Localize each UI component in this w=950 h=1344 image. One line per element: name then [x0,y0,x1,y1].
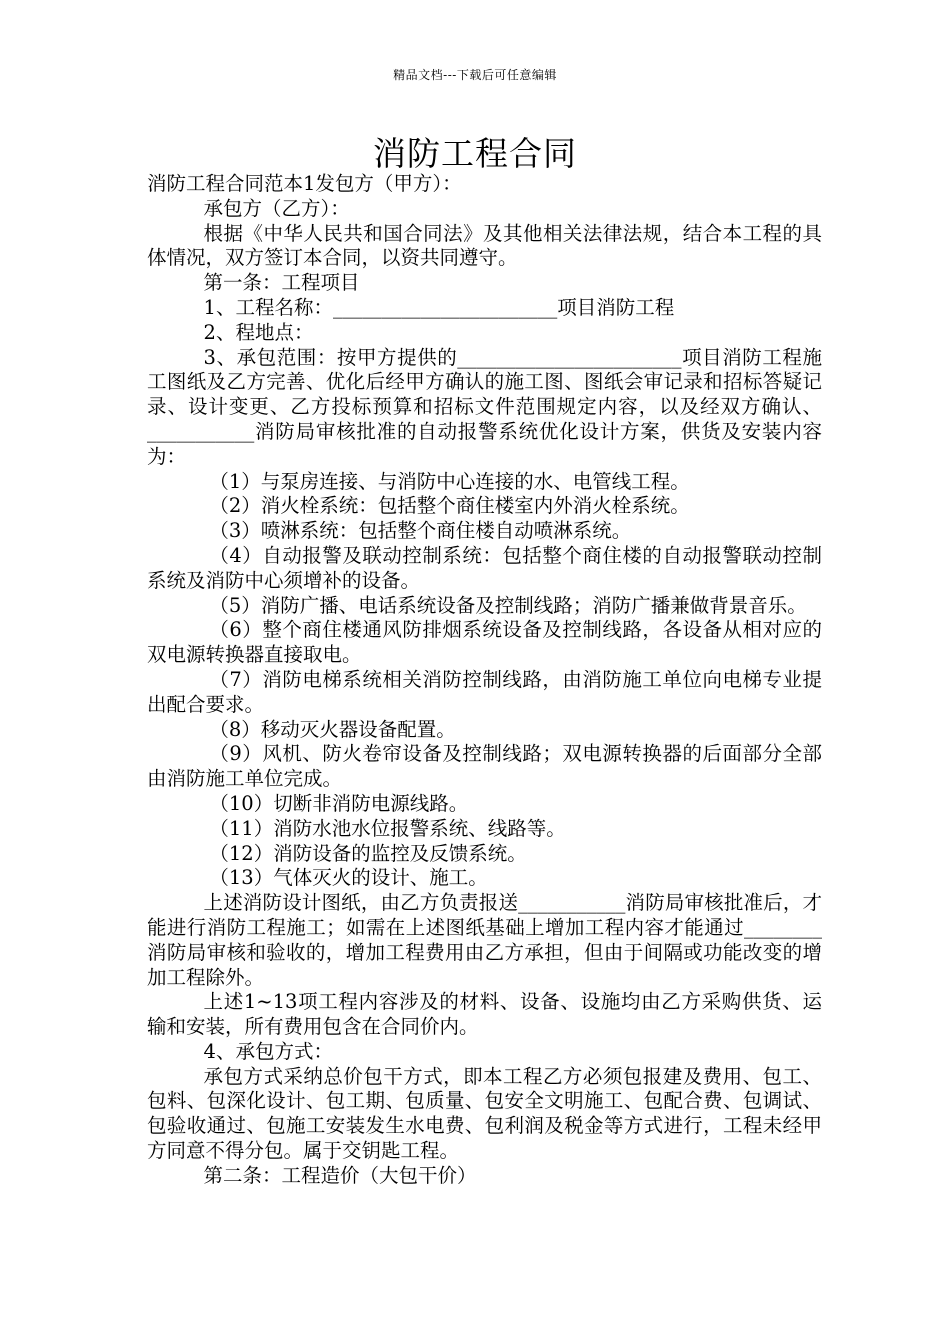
list-item: （3）喷淋系统：包括整个商住楼自动喷淋系统。 [209,519,632,543]
list-item: （8）移动灭火器设备配置。 [209,717,456,741]
paragraph: 1、工程名称：_______________________项目消防工程 [203,295,675,319]
document-title: 消防工程合同 [373,134,577,173]
list-item: （2）消火栓系统：包括整个商住楼室内外消火栓系统。 [209,494,690,518]
paragraph: 承包方式采纳总价包干方式，即本工程乙方必须包报建及费用、包工、包料、包深化设计、包工期、包质量、包安全文明施工、包配合费、包调试、包验收通过、包施工安装发生水电费、包利润及税金等方式进行，工程未经甲方同意不得分包。属于交钥匙工程。 [147,1064,822,1163]
paragraph: 上述1~13项工程内容涉及的材料、设备、设施均由乙方采购供货、运输和安装，所有费用包含在合同价内。 [147,990,822,1039]
paragraph: 消防工程合同范本1发包方（甲方）： [147,172,462,195]
list-item: （7）消防电梯系统相关消防控制线路，由消防施工单位向电梯专业提出配合要求。 [147,667,822,716]
paragraph: 2、程地点： [203,320,314,344]
document-body [147,172,822,1189]
paragraph: 承包方（乙方）： [203,196,350,220]
list-item: （4）自动报警及联动控制系统：包括整个商住楼的自动报警联动控制系统及消防中心须增补的设备。 [147,543,822,592]
list-item: （1）与泵房连接、与消防中心连接的水、电管线工程。 [209,469,690,493]
paragraph: 上述消防设计图纸，由乙方负责报送___________消防局审核批准后，才能进行消防工程施工；如需在上述图纸基础上增加工程内容才能通过________消防局审核和验收的，增加工程费用由乙方承担，但由于间隔或功能改变的增加工程除外。 [147,891,822,989]
list-item: （6）整个商住楼通风防排烟系统设备及控制线路，各设备从相对应的双电源转换器直接取电。 [147,618,822,667]
paragraph: 根据《中华人民共和国合同法》及其他相关法律法规，结合本工程的具体情况，双方签订本合同，以资共同遵守。 [147,221,822,270]
section-heading: 第一条：工程项目 [203,271,360,295]
page-header: 精品文档---下载后可任意编辑 [393,68,557,82]
list-item: （12）消防设备的监控及反馈系统。 [209,841,527,865]
paragraph: 4、承包方式： [203,1039,333,1063]
list-item: （10）切断非消防电源线路。 [209,791,469,815]
paragraph: 3、承包范围：按甲方提供的_______________________项目消防工程施工图纸及乙方完善、优化后经甲方确认的施工图、图纸会审记录和招标答疑记录、设计变更、乙方投标预算和招标文件范围规定内容，以及经双方确认、___________消防局审核批准的自动报警系统优化设计方案，供货及安装内容为： [147,345,822,468]
list-item: （9）风机、防火卷帘设备及控制线路；双电源转换器的后面部分全部由消防施工单位完成。 [147,742,822,791]
section-heading: 第二条：工程造价（大包干价） [203,1163,477,1187]
list-item: （5）消防广播、电话系统设备及控制线路；消防广播兼做背景音乐。 [209,593,807,617]
list-item: （11）消防水池水位报警系统、线路等。 [209,816,566,840]
list-item: （13）气体灭火的设计、施工。 [209,866,488,890]
